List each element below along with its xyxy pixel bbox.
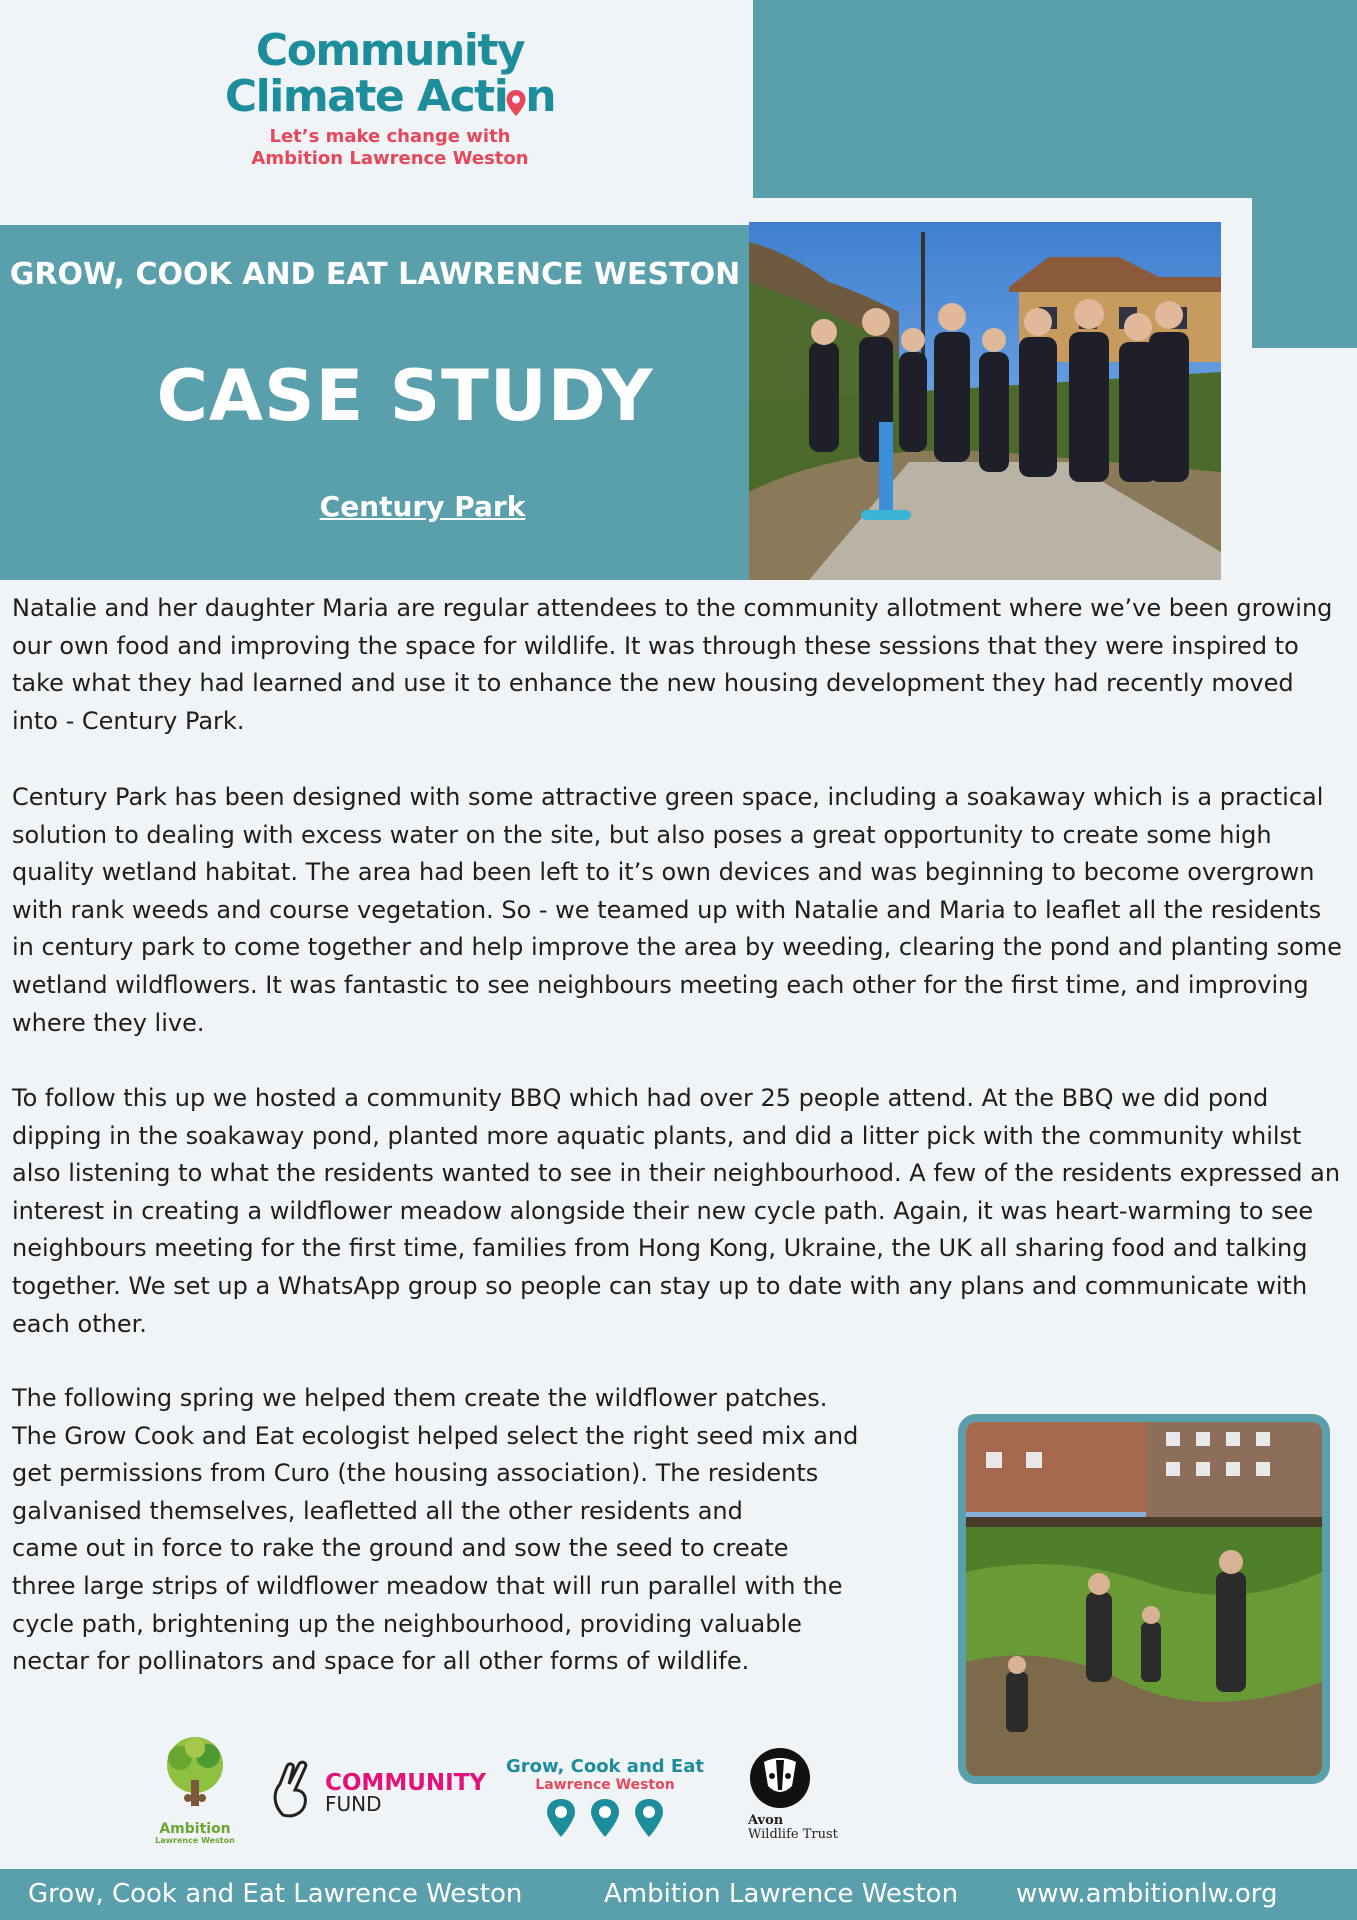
body-paragraph-3: To follow this up we hosted a community BBQ which had over 25 people attend. At the BBQ we did pond dipping in the soakaway pond, planted more aquatic plants, and did a litter pick with the community whilst also listening to what the residents wanted to see in their neighbourhood. A few of the residents expressed an interest in creating a wildflower meadow alongside their new cycle path. Again, it was heart-warming to see neighbours meeting for the first time, families from Hong Kong, Ukraine, the UK all sharing food and talking together. We set up a WhatsApp group so people can stay up to date with any plans and communicate with each other.	[12, 1084, 1341, 1338]
side-decoration	[1252, 198, 1357, 348]
paragraph-4-line: cycle path, brightening up the neighbourhood, providing valuable	[12, 1609, 802, 1638]
community-fund-line-1: COMMUNITY	[325, 1770, 487, 1796]
footer-bar	[0, 1869, 1357, 1920]
logo-line-2	[190, 71, 590, 122]
wildflower-photo	[958, 1414, 1330, 1784]
group-photo	[749, 222, 1221, 580]
project-tagline: GROW, COOK AND EAT LAWRENCE WESTON	[9, 257, 741, 292]
logo-line-1: Community	[255, 25, 525, 76]
logo-tagline-1: Let’s make change with	[269, 126, 511, 147]
community-fund-logo	[265, 1760, 487, 1820]
tree-icon	[150, 1730, 240, 1818]
footer-project-name: Grow, Cook and Eat Lawrence Weston	[28, 1879, 523, 1909]
paragraph-4-line: The following spring we helped them create the wildflower patches.	[12, 1384, 828, 1412]
group-photo-image	[749, 222, 1221, 580]
gce-pin-icons	[505, 1793, 705, 1845]
paragraph-4-line: galvanised themselves, leafletted all the other residents and	[12, 1496, 743, 1525]
header-decoration	[753, 0, 1357, 198]
logo-line-2-end: n	[525, 71, 556, 122]
paragraph-4-line: came out in force to rake the ground and sow the seed to create	[12, 1534, 789, 1563]
gce-logo-subtitle: Lawrence Weston	[535, 1777, 675, 1793]
footer-website-link[interactable]: www.ambitionlw.org	[1016, 1879, 1278, 1909]
wildflower-photo-image	[966, 1422, 1322, 1776]
avon-wildlife-trust-logo	[748, 1746, 848, 1842]
hero-banner	[0, 225, 750, 580]
avon-logo-line-1: Avon	[748, 1813, 784, 1828]
badger-icon	[748, 1746, 812, 1810]
body-paragraph-2: Century Park has been designed with some attractive green space, including a soakaway which is a practical solution to dealing with excess water on the site, but also poses a great opportunity to create some high quality wetland habitat. The area had been left to it’s own devices and was beginning to become overgrown with rank weeds and course vegetation. So - we teamed up with Natalie and Maria to leaflet all the residents in century park to come together and help improve the area by weeding, clearing the pond and planting some wetland wildflowers. It was fantastic to see neighbours meeting each other for the first time, and improving where they live.	[12, 783, 1342, 1037]
ambition-logo-line-1: Ambition	[159, 1821, 231, 1837]
page-title: CASE STUDY	[156, 355, 654, 437]
community-fund-line-2: FUND	[325, 1792, 382, 1816]
location-subtitle: Century Park	[319, 490, 526, 523]
gce-logo-title: Grow, Cook and Eat	[506, 1756, 704, 1777]
ambition-lawrence-weston-logo	[150, 1730, 240, 1845]
logo-tagline-2: Ambition Lawrence Weston	[251, 148, 529, 169]
logo-line-2-text: Climate Acti	[224, 71, 508, 122]
sponsor-logos	[150, 1730, 870, 1850]
paragraph-4-line: three large strips of wildflower meadow that will run parallel with the	[12, 1571, 843, 1600]
body-paragraph-1: Natalie and her daughter Maria are regular attendees to the community allotment where we’ve been growing our own food and improving the space for wildlife. It was through these sessions that they were inspired to take what they had learned and use it to enhance the new housing development they had recently moved into - Century Park.	[12, 594, 1333, 735]
footer-organisation: Ambition Lawrence Weston	[604, 1879, 959, 1909]
body-paragraph-4	[12, 1380, 957, 1681]
avon-logo-line-2: Wildlife Trust	[748, 1827, 838, 1842]
ambition-logo-line-2: Lawrence Weston	[155, 1836, 235, 1845]
grow-cook-eat-logo	[505, 1756, 705, 1849]
community-climate-action-logo	[190, 25, 590, 170]
paragraph-4-line: get permissions from Curo (the housing association). The residents	[12, 1459, 819, 1488]
paragraph-4-line: The Grow Cook and Eat ecologist helped select the right seed mix and	[12, 1421, 859, 1450]
paragraph-4-line: nectar for pollinators and space for all other forms of wildlife.	[12, 1647, 750, 1676]
crossed-fingers-icon	[265, 1760, 325, 1820]
